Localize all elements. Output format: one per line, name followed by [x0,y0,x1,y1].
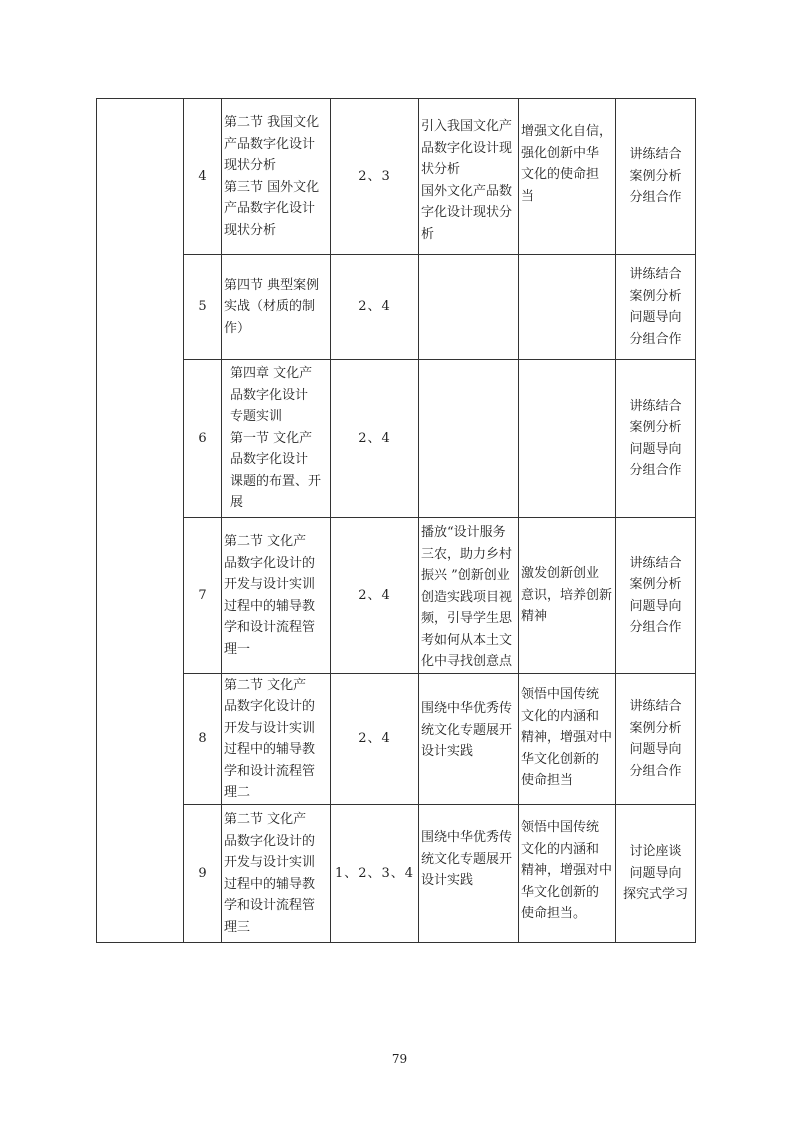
session-hours: 2、4 [331,518,419,674]
ideological-activity-line: 统文化专题展开 [421,722,513,738]
education-goal-line: 领悟中国传统 [521,687,600,702]
session-number: 8 [184,674,222,805]
ideological-activity-line: 围绕中华优秀传 [421,830,513,845]
session-content-line: 专题实训 [230,409,283,425]
session-number: 5 [184,255,222,360]
session-content-line: 过程中的辅导教 [224,876,316,892]
course-schedule-table [96,98,696,943]
ideological-activity-line: 国外文化产品数 [421,183,513,199]
teaching-method [616,518,696,674]
teaching-method [616,674,696,805]
education-goal-line: 领悟中国传统 [521,820,600,835]
ideological-activity-line: 状分析 [421,162,461,177]
session-hours: 2、4 [331,674,419,805]
ideological-activity [419,518,519,674]
ideological-activity-line: 设计实践 [421,744,474,759]
session-content [222,255,331,360]
session-hours: 2、3 [331,99,419,255]
ideological-activity [419,360,519,518]
session-content-line: 产品数字化设计 [224,201,316,216]
session-content-line: 第三节 国外文化 [224,179,320,195]
session-content [222,805,331,943]
teaching-method-line: 问题导向 [629,310,682,325]
ideological-activity [419,99,519,255]
session-content-line: 过程中的辅导教 [224,742,316,757]
teaching-method-line: 讲练结合 [629,398,682,414]
table-row [97,518,696,674]
session-number: 6 [184,360,222,518]
ideological-activity-line: 三农，助力乡村 [421,546,513,562]
teaching-method-line: 探究式学习 [622,887,688,903]
session-content-line: 开发与设计实训 [224,577,316,592]
session-content-line: 理二 [224,785,251,800]
session-content-line: 作） [224,320,251,336]
ideological-activity-line: 统文化专题展开 [421,851,513,867]
teaching-method-line: 问题导向 [629,441,682,457]
session-hours: 1、2、3、4 [331,805,419,943]
teaching-method [616,805,696,943]
teaching-method-line: 讲练结合 [629,147,682,163]
session-content-line: 产品数字化设计 [224,136,316,152]
session-content [222,674,331,805]
session-content-line: 品数字化设计的 [224,833,316,849]
education-goal-line: 华文化创新的 [521,751,600,767]
session-content-line: 理一 [224,641,251,657]
table-row [97,674,696,805]
session-content [222,99,331,255]
education-goal-line: 精神，增强对中 [521,863,613,878]
session-content-line: 学和设计流程管 [224,620,316,635]
ideological-activity-line: 创造实践项目视 [421,589,513,605]
teaching-method-line: 讲练结合 [629,555,682,571]
table-row [97,255,696,360]
session-content-line: 第二节 文化产 [224,812,307,827]
teaching-method-line: 问题导向 [629,865,682,881]
session-content-line: 开发与设计实训 [224,855,316,870]
table-body [97,99,696,943]
education-goal-line: 文化的使命担 [521,167,600,182]
session-content-line: 第四章 文化产 [230,366,313,382]
table-row [97,805,696,943]
session-content [222,518,331,674]
merged-blank-cell [97,99,184,943]
session-content-line: 现状分析 [224,222,277,238]
teaching-method [616,99,696,255]
teaching-method-line: 案例分析 [629,420,682,435]
ideological-activity-line: 化中寻找创意点 [421,654,513,669]
education-goal [519,255,616,360]
education-goal-line: 精神，增强对中 [521,730,613,745]
teaching-method-line: 分组合作 [629,620,682,635]
table-row [97,360,696,518]
teaching-method-line: 案例分析 [629,720,682,736]
teaching-method-line: 问题导向 [629,742,682,757]
ideological-activity-line: 设计实践 [421,873,474,888]
session-hours: 2、4 [331,360,419,518]
session-content-line: 过程中的辅导教 [224,598,316,614]
ideological-activity-line: 围绕中华优秀传 [421,701,513,716]
session-content-line: 课题的布置、开 [230,473,322,489]
ideological-activity-line: 品数字化设计现 [421,140,513,156]
ideological-activity-line: 频，引导学生思 [421,611,513,626]
session-content-line: 第二节 我国文化 [224,115,320,130]
session-hours: 2、4 [331,255,419,360]
ideological-activity-line: 字化设计现状分 [421,205,513,220]
session-content-line: 第二节 文化产 [224,534,307,549]
teaching-method-line: 分组合作 [629,331,682,347]
education-goal [519,805,616,943]
session-number: 9 [184,805,222,943]
ideological-activity-line: 引入我国文化产 [421,119,513,134]
ideological-activity-line: 振兴 ”创新创业 [421,568,510,583]
education-goal-line: 文化的内涵和 [521,841,600,857]
education-goal-line: 使命担当 [521,773,574,788]
session-content-line: 理三 [224,919,251,935]
ideological-activity [419,805,519,943]
session-content-line: 品数字化设计的 [224,555,316,571]
teaching-method-line: 分组合作 [629,763,682,779]
session-content-line: 品数字化设计 [230,452,309,468]
teaching-method-line: 案例分析 [629,577,682,592]
session-content-line: 品数字化设计的 [224,699,316,714]
education-goal [519,518,616,674]
ideological-activity [419,255,519,360]
teaching-method-line: 问题导向 [629,598,682,614]
ideological-activity-line: 播放“设计服务 [421,525,506,540]
education-goal [519,99,616,255]
teaching-method-line: 分组合作 [629,190,682,206]
ideological-activity-line: 考如何从本土文 [421,632,513,648]
education-goal-line: 华文化创新的 [521,884,600,900]
education-goal [519,360,616,518]
education-goal-line: 强化创新中华 [521,145,600,161]
education-goal-line: 文化的内涵和 [521,708,600,724]
session-content-line: 展 [230,495,244,511]
session-content-line: 现状分析 [224,158,277,173]
session-content-line: 实战（材质的制 [224,299,316,315]
ideological-activity-line: 析 [421,226,435,242]
teaching-method-line: 讲练结合 [629,267,682,282]
session-content [222,360,331,518]
session-number: 4 [184,99,222,255]
session-content-line: 第二节 文化产 [224,677,307,693]
teaching-method-line: 案例分析 [629,288,682,304]
education-goal-line: 增强文化自信， [521,124,613,139]
session-content-line: 第一节 文化产 [230,430,313,446]
page-number: 79 [391,1052,408,1066]
teaching-method-line: 案例分析 [629,168,682,184]
teaching-method [616,360,696,518]
session-number: 7 [184,518,222,674]
education-goal-line: 精神 [521,609,548,625]
teaching-method-line: 讲练结合 [629,699,682,714]
session-content-line: 学和设计流程管 [224,898,316,913]
teaching-method [616,255,696,360]
session-content-line: 品数字化设计 [230,387,309,403]
session-content-line: 开发与设计实训 [224,720,316,736]
teaching-method-line: 讨论座谈 [629,844,682,860]
session-content-line: 第四节 典型案例 [224,277,320,293]
education-goal-line: 激发创新创业 [521,566,600,582]
education-goal-line: 使命担当。 [521,906,587,921]
session-content-line: 学和设计流程管 [224,763,316,779]
teaching-method-line: 分组合作 [629,463,682,478]
education-goal [519,674,616,805]
table-row [97,99,696,255]
ideological-activity [419,674,519,805]
education-goal-line: 当 [521,188,535,204]
education-goal-line: 意识，培养创新 [521,587,613,603]
